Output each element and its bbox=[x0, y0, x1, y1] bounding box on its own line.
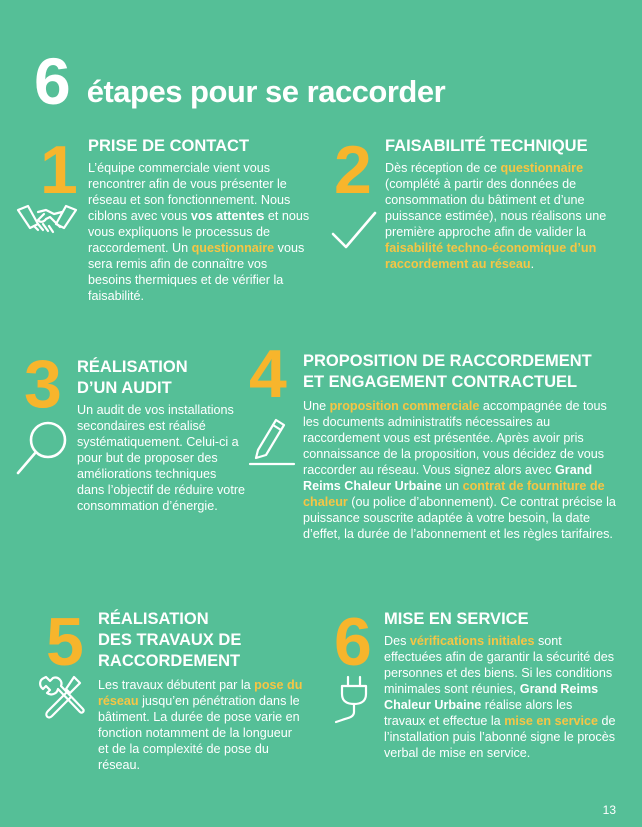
step-5-title bbox=[98, 609, 241, 672]
step-3-title bbox=[77, 357, 188, 399]
text-segment: vous sera remis afin de connaître vos besoins thermiques et de vérifier la faisabilité. bbox=[88, 241, 305, 303]
text-segment: mise en service bbox=[504, 714, 599, 728]
text-segment: questionnaire bbox=[500, 161, 584, 175]
step-5-title-line-2: DES TRAVAUX DE bbox=[98, 631, 242, 649]
text-segment: Grand Reims Chaleur Urbaine bbox=[303, 463, 593, 493]
step-3-body bbox=[77, 402, 245, 514]
step-2-title: FAISABILITÉ TECHNIQUE bbox=[385, 137, 588, 155]
text-segment: . bbox=[530, 257, 535, 271]
text-segment: Un audit de vos installations secondaires est réalisé systématiquement. Celui-ci a pour but de proposer des améliorations techniques dans l’objectif de réduire votre consommation d’énergie. bbox=[77, 403, 246, 513]
step-4-title bbox=[303, 351, 592, 393]
title-number: 6 bbox=[34, 44, 71, 118]
step-5-title-line-3: RACCORDEMENT bbox=[98, 652, 241, 670]
text-segment: faisabilité techno-économique d’un raccordement au réseau bbox=[385, 241, 597, 271]
text-segment: Grand Reims Chaleur Urbaine bbox=[384, 682, 599, 712]
title-text: étapes pour se raccorder bbox=[86, 74, 446, 109]
step-1-title: PRISE DE CONTACT bbox=[88, 137, 250, 155]
text-segment: accompagnée de tous les documents administratifs nécessaires au raccordement vous est présentée. Après avoir pris connaissance de la proposition, vous décidez de vous raccorder au réseau. Vous signez alors avec bbox=[303, 399, 607, 477]
text-segment: (complété à partir des données de consommation du bâtiment et d’une puissance estimée), nous réalisons une première approche afin de valider la bbox=[385, 177, 607, 239]
text-segment: (ou police d’abonnement). Ce contrat précise la puissance souscrite adaptée à votre besoin, la date d’effet, la durée de l’abonnement et les règles tarifaires. bbox=[303, 495, 616, 541]
magnifier-icon bbox=[14, 418, 72, 478]
step-6-number: 6 bbox=[334, 604, 372, 680]
step-3-title-line-1: RÉALISATION bbox=[77, 358, 188, 376]
text-segment: vos attentes bbox=[190, 209, 265, 223]
text-segment: L’équipe commerciale vient vous rencontrer afin de vous présenter le réseau et son fonctionnement. Nous ciblons avec vous bbox=[88, 161, 291, 223]
step-3-title-line-2: D’UN AUDIT bbox=[77, 379, 172, 397]
text-segment: contrat de fourniture de chaleur bbox=[303, 479, 605, 509]
step-4-title-line-2: ET ENGAGEMENT CONTRACTUEL bbox=[303, 373, 578, 391]
text-segment: Une bbox=[303, 399, 330, 413]
text-segment: vérifications initiales bbox=[409, 634, 535, 648]
text-segment: et nous vous expliquons le processus de raccordement. Un bbox=[88, 209, 310, 255]
step-5-number: 5 bbox=[46, 604, 84, 680]
text-segment: jusqu’en pénétration dans le bâtiment. La durée de pose varie en fonction notamment de la longueur et de la complexité de pose du réseau. bbox=[98, 694, 300, 772]
text-segment: sont effectuées afin de garantir la sécurité des personnes et des biens. Si les conditions minimales sont réunies, bbox=[384, 634, 615, 696]
step-1-body bbox=[88, 160, 314, 304]
handshake-icon bbox=[16, 202, 78, 244]
text-segment: un bbox=[441, 479, 463, 493]
step-2-number: 2 bbox=[334, 132, 372, 208]
step-5-body bbox=[98, 677, 304, 773]
checkmark-icon bbox=[330, 210, 378, 250]
text-segment: de l’installation puis l’abonné signe le procès verbal de mise en service. bbox=[384, 714, 616, 760]
step-6-title: MISE EN SERVICE bbox=[384, 610, 529, 628]
page-title bbox=[34, 44, 446, 118]
text-segment: pose du réseau bbox=[98, 678, 303, 708]
text-segment: Des bbox=[384, 634, 410, 648]
step-3-number: 3 bbox=[24, 346, 62, 422]
step-2-body bbox=[385, 160, 617, 272]
text-segment: questionnaire bbox=[191, 241, 275, 255]
step-6-body bbox=[384, 633, 616, 761]
page-number: 13 bbox=[602, 803, 616, 817]
text-segment: proposition commerciale bbox=[329, 399, 480, 413]
step-1-number: 1 bbox=[40, 132, 78, 208]
step-4-body bbox=[303, 398, 621, 542]
step-4-number: 4 bbox=[249, 336, 287, 412]
text-segment: réalise alors les travaux et effectue la bbox=[384, 698, 573, 728]
pencil-icon bbox=[248, 414, 298, 466]
tools-icon bbox=[36, 674, 92, 724]
plug-icon bbox=[334, 674, 374, 724]
text-segment: Dès réception de ce bbox=[385, 161, 501, 175]
step-5-title-line-1: RÉALISATION bbox=[98, 610, 209, 628]
step-4-title-line-1: PROPOSITION DE RACCORDEMENT bbox=[303, 352, 592, 370]
text-segment: Les travaux débutent par la bbox=[98, 678, 255, 692]
